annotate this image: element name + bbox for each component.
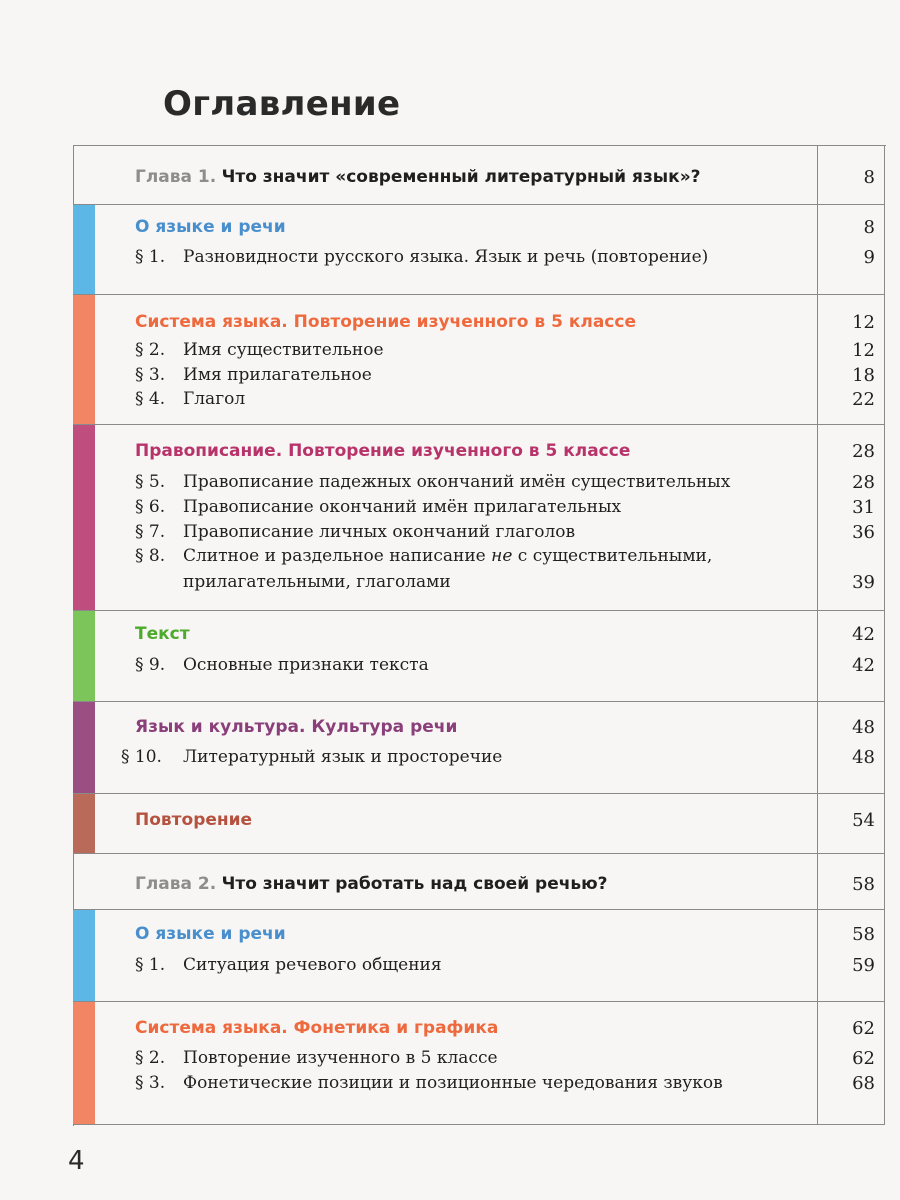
section-spelling	[73, 425, 885, 611]
page-ref: 22	[852, 389, 875, 410]
page-ref: 54	[852, 810, 875, 831]
paragraph-number: § 6.	[135, 497, 166, 517]
section-heading: Правописание. Повторение изученного в 5 классе	[135, 441, 631, 461]
chapter-1-row	[73, 145, 885, 205]
toc-entry: Глагол	[183, 389, 246, 409]
section-heading: Система языка. Повторение изученного в 5 классе	[135, 312, 636, 332]
page-ref: 68	[852, 1073, 875, 1094]
page-ref: 12	[852, 340, 875, 361]
section-language-system	[73, 295, 885, 425]
page-ref: 42	[852, 624, 875, 645]
paragraph-number: § 1.	[135, 955, 166, 975]
section-language-culture	[73, 702, 885, 794]
toc-entry: Имя прилагательное	[183, 365, 372, 385]
paragraph-number: § 7.	[135, 522, 166, 542]
paragraph-number: § 9.	[135, 655, 166, 675]
toc-entry: Правописание личных окончаний глаголов	[183, 522, 576, 542]
section-heading: О языке и речи	[135, 924, 286, 944]
paragraph-number: § 3.	[135, 1073, 166, 1093]
paragraph-number: § 2.	[135, 340, 166, 360]
toc-entry: Слитное и раздельное написание не с существительными,	[183, 546, 713, 566]
page-ref: 28	[852, 472, 875, 493]
page-ref: 12	[852, 312, 875, 333]
section-heading: Система языка. Фонетика и графика	[135, 1018, 499, 1038]
page-ref: 8	[863, 167, 875, 188]
toc-entry: Правописание падежных окончаний имён существительных	[183, 472, 731, 492]
chapter-2-row	[73, 854, 885, 910]
page-ref: 28	[852, 441, 875, 462]
paragraph-number: § 8.	[135, 546, 166, 566]
toc-entry: Ситуация речевого общения	[183, 955, 442, 975]
chapter-title: Что значит работать над своей речью?	[221, 874, 608, 894]
section-heading: Повторение	[135, 810, 253, 830]
paragraph-number: § 4.	[135, 389, 166, 409]
paragraph-number: § 10.	[121, 747, 162, 767]
chapter-label: Глава 2.	[135, 874, 217, 894]
page-ref: 62	[852, 1048, 875, 1069]
page-ref: 42	[852, 655, 875, 676]
page-ref: 58	[852, 874, 875, 895]
page-ref: 36	[852, 522, 875, 543]
page-ref: 48	[852, 747, 875, 768]
paragraph-number: § 5.	[135, 472, 166, 492]
page-ref: 9	[863, 247, 875, 268]
page-ref: 58	[852, 924, 875, 945]
chapter-label: Глава 1.	[135, 167, 217, 187]
chapter-title: Что значит «современный литературный язык»?	[221, 167, 701, 187]
section-about-language	[73, 205, 885, 295]
section-heading: Текст	[135, 624, 190, 644]
toc-entry: Фонетические позиции и позиционные чередования звуков	[183, 1073, 723, 1093]
section-review	[73, 794, 885, 854]
toc-entry-continuation: прилагательными, глаголами	[183, 572, 451, 592]
page-ref: 48	[852, 717, 875, 738]
toc-entry: Имя существительное	[183, 340, 384, 360]
paragraph-number: § 3.	[135, 365, 166, 385]
page-ref: 31	[852, 497, 875, 518]
page-number: 4	[68, 1146, 85, 1176]
page-ref: 62	[852, 1018, 875, 1039]
toc-entry: Правописание окончаний имён прилагательных	[183, 497, 622, 517]
section-text	[73, 611, 885, 702]
page-ref: 18	[852, 365, 875, 386]
toc-entry: Основные признаки текста	[183, 655, 429, 675]
section-about-language-2	[73, 910, 885, 1002]
page-title: Оглавление	[163, 84, 401, 124]
toc-entry: Повторение изученного в 5 классе	[183, 1048, 498, 1068]
section-heading: Язык и культура. Культура речи	[135, 717, 458, 737]
page-ref: 8	[863, 217, 875, 238]
toc-entry: Литературный язык и просторечие	[183, 747, 503, 767]
section-heading: О языке и речи	[135, 217, 286, 237]
paragraph-number: § 1.	[135, 247, 166, 267]
page-ref: 39	[852, 572, 875, 593]
page-ref: 59	[852, 955, 875, 976]
toc-entry: Разновидности русского языка. Язык и речь (повторение)	[183, 247, 709, 267]
section-phonetics	[73, 1002, 885, 1125]
paragraph-number: § 2.	[135, 1048, 166, 1068]
